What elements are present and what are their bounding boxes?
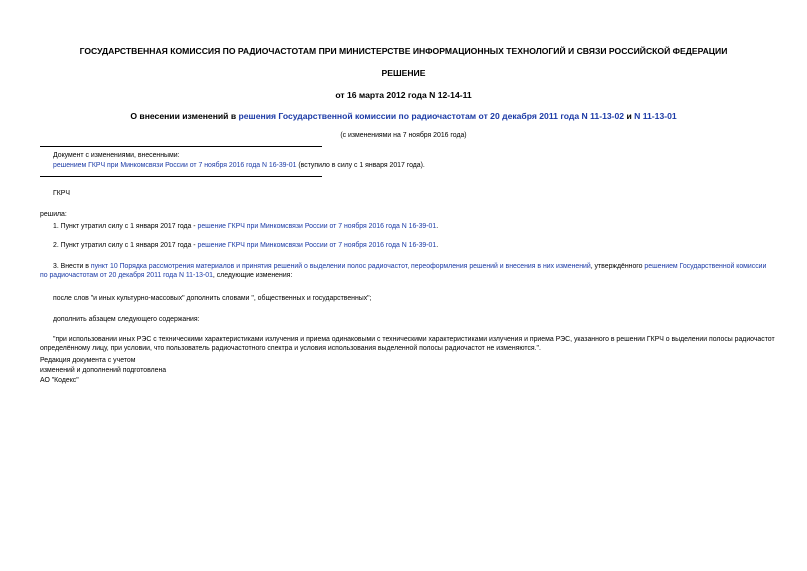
amend-box-top-rule: [40, 146, 322, 147]
paragraph-1-text: 1. Пункт утратил силу с 1 января 2017 года -: [53, 223, 198, 230]
paragraph-3-text-b: , утверждённого: [590, 263, 645, 270]
subject-prefix: О внесении изменений в: [130, 111, 239, 121]
paragraph-3-text-c: , следующие изменения:: [212, 272, 293, 279]
document-subject: [0, 111, 807, 122]
paragraph-4: после слов "и иных культурно-массовых" дополнить словами ", общественных и государственных";: [53, 295, 372, 302]
amend-box-bottom-rule: [40, 176, 322, 177]
paragraph-3-link-procedure[interactable]: пункт 10 Порядка рассмотрения материалов и принятия решений о выделении полос радиочастот, переоформления решений и внесения в них изменений: [90, 263, 591, 270]
subject-link-decision-11-13-02[interactable]: решения Государственной комиссии по радиочастотам от 20 декабря 2011 года N 11-13-02: [238, 111, 625, 121]
agency-title: ГОСУДАРСТВЕННАЯ КОМИССИЯ ПО РАДИОЧАСТОТАМ ПРИ МИНИСТЕРСТВЕ ИНФОРМАЦИОННЫХ ТЕХНОЛОГИЙ И СВЯЗИ РОССИЙСКОЙ ФЕДЕРАЦИИ: [79, 46, 728, 56]
paragraph-2-end: .: [436, 242, 439, 249]
decided-label: решила:: [40, 211, 67, 218]
amend-box-intro: Документ с изменениями, внесенными:: [53, 152, 180, 159]
paragraph-3: [40, 262, 775, 280]
footer-line-2: изменений и дополнений подготовлена: [40, 367, 167, 374]
issuer-label: ГКРЧ: [53, 190, 70, 197]
paragraph-2-text: 2. Пункт утратил силу с 1 января 2017 года -: [53, 242, 198, 249]
paragraph-2-link[interactable]: решение ГКРЧ при Минкомсвязи России от 7 ноября 2016 года N 16-39-01: [197, 242, 437, 249]
paragraph-1-end: .: [436, 223, 439, 230]
footer-line-3: АО "Кодекс": [40, 377, 79, 384]
amend-box-reference: [53, 161, 425, 170]
document-type: РЕШЕНИЕ: [381, 68, 426, 78]
footer-line-1: Редакция документа с учетом: [40, 357, 136, 364]
amend-box-link[interactable]: решением ГКРЧ при Минкомсвязи России от 7 ноября 2016 года N 16-39-01: [53, 162, 297, 169]
revision-note: (с изменениями на 7 ноября 2016 года): [340, 132, 467, 139]
amend-box-tail: (вступило в силу с 1 января 2017 года).: [296, 162, 425, 169]
document-date-number: от 16 марта 2012 года N 12-14-11: [335, 90, 472, 100]
paragraph-3-link-decision[interactable]: решением Государственной комиссии по радиочастотам от 20 декабря 2011 года N 11-13-01: [40, 263, 767, 279]
paragraph-2: [53, 241, 438, 250]
paragraph-1-link[interactable]: решение ГКРЧ при Минкомсвязи России от 7 ноября 2016 года N 16-39-01: [197, 223, 437, 230]
paragraph-6: "при использовании иных РЭС с техническими характеристиками излучения и приема одинаковыми с техническими характеристиками излучения и приема РЭС, указанного в решении ГКРЧ о выделении полосы радиочастот определённому лицу, при условии, что пользователь радиочастотного спектра и условия использования выделенной полосы радиочастот не изменяются.".: [40, 336, 775, 352]
paragraph-5: дополнить абзацем следующего содержания:: [53, 316, 200, 323]
paragraph-1: [53, 222, 438, 231]
subject-link-decision-11-13-01[interactable]: N 11-13-01: [634, 111, 677, 121]
paragraph-3-text-a: 3. Внести в: [53, 263, 91, 270]
subject-and: и: [624, 111, 635, 121]
